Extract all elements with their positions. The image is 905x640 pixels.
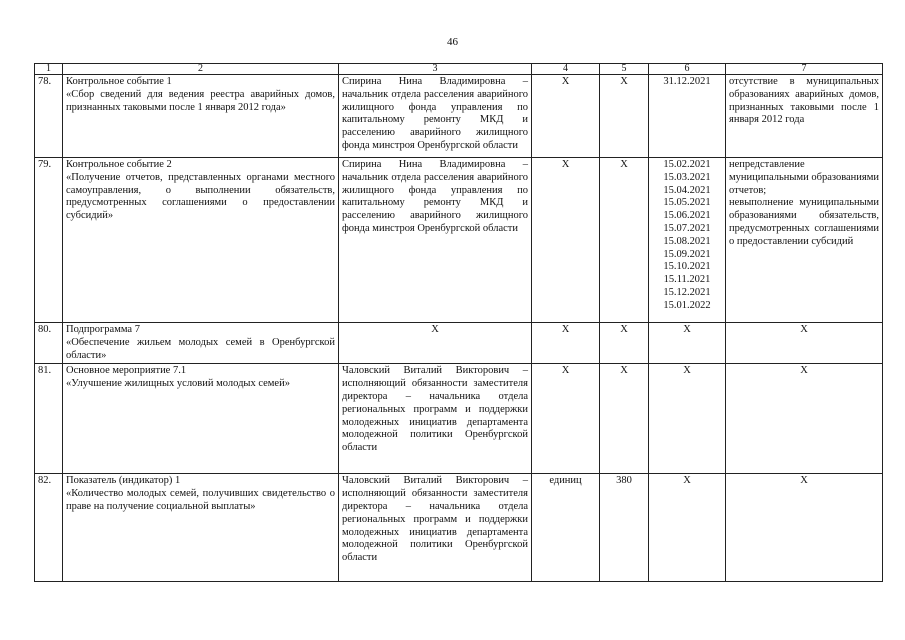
table-row — [35, 474, 883, 582]
result-description: Х — [726, 364, 883, 474]
row-number: 81. — [35, 364, 63, 474]
col5-value: Х — [600, 323, 649, 364]
header-cell: 6 — [649, 64, 726, 75]
result-description: Х — [726, 323, 883, 364]
row-number: 82. — [35, 474, 63, 582]
col5-value: Х — [600, 364, 649, 474]
result-description: отсутствие в муниципальных образованиях аварийных домов, признанных таковыми после 1 января 2012 года — [726, 75, 883, 158]
col4-value: Х — [532, 158, 600, 323]
event-name: Основное мероприятие 7.1 «Улучшение жилищных условий молодых семей» — [63, 364, 339, 474]
header-cell: 7 — [726, 64, 883, 75]
responsible-person: Х — [339, 323, 532, 364]
table-row — [35, 364, 883, 474]
deadline: Х — [649, 364, 726, 474]
result-description: Х — [726, 474, 883, 582]
deadline: 31.12.2021 — [649, 75, 726, 158]
page-number: 46 — [447, 36, 458, 48]
header-cell: 4 — [532, 64, 600, 75]
responsible-person: Чаловский Виталий Викторович – исполняющий обязанности заместителя директора – начальника отдела региональных программ и поддержки молодежных инициатив департамента молодежной политики Оренбургской области — [339, 364, 532, 474]
table-row — [35, 323, 883, 364]
header-cell: 3 — [339, 64, 532, 75]
unit-value: единиц — [532, 474, 600, 582]
event-name: Подпрограмма 7 «Обеспечение жильем молодых семей в Оренбургской области» — [63, 323, 339, 364]
event-name: Контрольное событие 2 «Получение отчетов, представленных органами местного самоуправления, о выполнении обязательств, предусмотренных соглашениями о предоставлении субсидий» — [63, 158, 339, 323]
program-table — [34, 63, 883, 582]
responsible-person: Спирина Нина Владимировна – начальник отдела расселения аварийного жилищного фонда управления по капитальному ремонту МКД и расселению аварийного жилищного фонда минстроя Оренбургской области — [339, 75, 532, 158]
deadline-list: 15.02.2021 15.03.2021 15.04.2021 15.05.2021 15.06.2021 15.07.2021 15.08.2021 15.09.2021 15.10.2021 15.11.2021 15.12.2021 15.01.2022 — [649, 158, 726, 323]
col4-value: Х — [532, 75, 600, 158]
col5-value: Х — [600, 158, 649, 323]
target-value: 380 — [600, 474, 649, 582]
deadline: Х — [649, 323, 726, 364]
header-cell: 1 — [35, 64, 63, 75]
responsible-person: Чаловский Виталий Викторович – исполняющий обязанности заместителя директора – начальника отдела региональных программ и поддержки молодежных инициатив департамента молодежной политики Оренбургской области — [339, 474, 532, 582]
header-row — [35, 64, 883, 75]
col5-value: Х — [600, 75, 649, 158]
col4-value: Х — [532, 364, 600, 474]
header-cell: 2 — [63, 64, 339, 75]
row-number: 80. — [35, 323, 63, 364]
responsible-person: Спирина Нина Владимировна – начальник отдела расселения аварийного жилищного фонда управления по капитальному ремонту МКД и расселению аварийного жилищного фонда минстроя Оренбургской области — [339, 158, 532, 323]
table-row — [35, 158, 883, 323]
row-number: 78. — [35, 75, 63, 158]
col4-value: Х — [532, 323, 600, 364]
event-name: Контрольное событие 1 «Сбор сведений для ведения реестра аварийных домов, признанных таковыми после 1 января 2012 года» — [63, 75, 339, 158]
header-cell: 5 — [600, 64, 649, 75]
event-name: Показатель (индикатор) 1 «Количество молодых семей, получивших свидетельство о праве на получение социальной выплаты» — [63, 474, 339, 582]
deadline: Х — [649, 474, 726, 582]
table-row — [35, 75, 883, 158]
row-number: 79. — [35, 158, 63, 323]
result-description: непредставление муниципальными образованиями отчетов; невыполнение муниципальными образованиями обязательств, предусмотренных соглашениями о предоставлении субсидий — [726, 158, 883, 323]
